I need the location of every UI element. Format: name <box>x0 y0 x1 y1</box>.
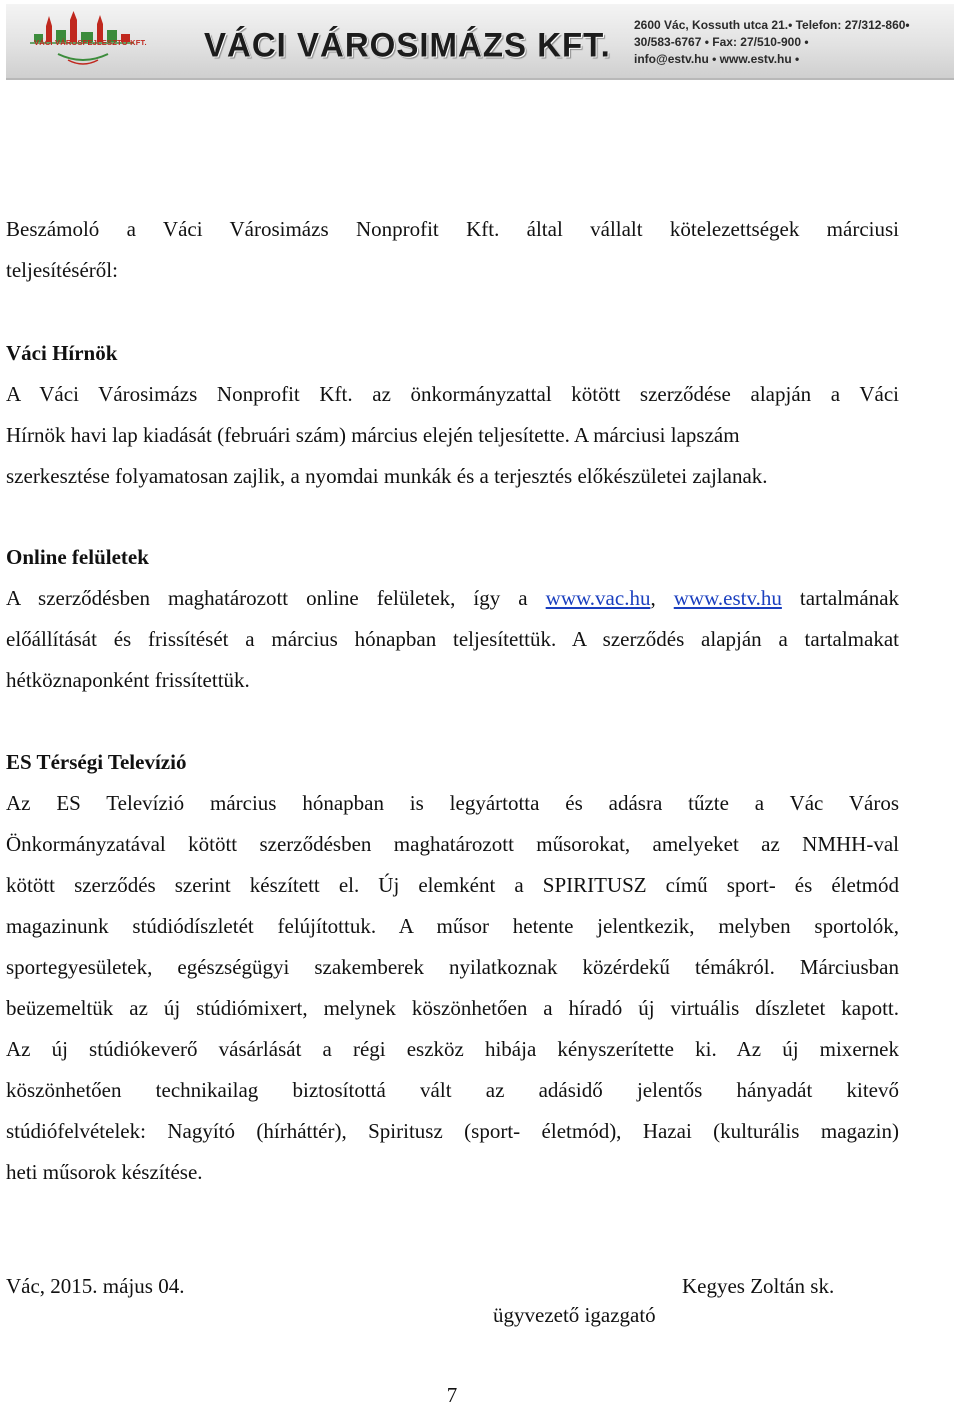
online-paragraph <box>6 578 899 701</box>
contact-address-phone: 2600 Vác, Kossuth utca 21.• Telefon: 27/312-860• <box>634 18 910 32</box>
paragraph-line: magazinunk stúdiódíszletét felújítottuk. A műsor hetente jelentkezik, melyben sportolók, <box>6 914 899 938</box>
paragraph-line: köszönhetően technikailag biztosítottá vált az adásidő jelentős hányadát kitevő <box>6 1078 899 1102</box>
paragraph-line: stúdiófelvételek: Nagyító (hírháttér), Spiritusz (sport- életmód), Hazai (kulturális magazin) <box>6 1119 899 1143</box>
paragraph-line: hétköznaponként frissítettük. <box>6 668 250 692</box>
report-title <box>6 209 899 291</box>
contact-email-web: info@estv.hu • www.estv.hu • <box>634 52 800 66</box>
paragraph-line: előállítását és frissítését a március hónapban teljesítettük. A szerződés alapján a tartalmakat <box>6 627 899 651</box>
online-text: tartalmának <box>781 586 900 610</box>
paragraph-line: szerkesztése folyamatosan zajlik, a nyomdai munkák és a terjesztés előkészületei zajlanak. <box>6 464 768 488</box>
section-heading-hirnok: Váci Hírnök <box>6 341 118 365</box>
estv-paragraph <box>6 783 899 1193</box>
link-estv-hu[interactable]: www.estv.hu <box>673 586 782 610</box>
letterhead <box>6 4 954 80</box>
signer-name: Kegyes Zoltán sk. <box>682 1274 835 1298</box>
page-number: 7 <box>446 1383 458 1407</box>
place-date: Vác, 2015. május 04. <box>6 1274 185 1298</box>
report-title-line: Beszámoló a Váci Városimázs Nonprofit Kft. által vállalt kötelezettségek márciusi <box>6 217 899 241</box>
paragraph-line: Hírnök havi lap kiadását (februári szám) március elején teljesítette. A márciusi lapszám <box>6 423 740 447</box>
paragraph-line: heti műsorok készítése. <box>6 1160 203 1184</box>
report-title-line: teljesítéséről: <box>6 258 118 282</box>
contact-info <box>634 17 954 68</box>
logo-text: VÁCI VÁROSFEJLESZTŐ KFT. <box>34 38 147 47</box>
contact-mobile-fax: 30/583-6767 • Fax: 27/510-900 • <box>634 35 809 49</box>
paragraph-line: Az új stúdiókeverő vásárlását a régi eszköz hibája kényszerítette ki. Az új mixernek <box>6 1037 899 1061</box>
paragraph-line: Az ES Televízió március hónapban is legyártotta és adásra tűzte a Vác Város <box>6 791 899 815</box>
paragraph-line: sportegyesületek, egészségügyi szakemberek nyilatkoznak közérdekű témákról. Márciusban <box>6 955 899 979</box>
paragraph-line: A Váci Városimázs Nonprofit Kft. az önkormányzattal kötött szerződése alapján a Váci <box>6 382 899 406</box>
section-heading-estv: ES Térségi Televízió <box>6 750 187 774</box>
paragraph-line: kötött szerződés szerint készített el. Új elemként a SPIRITUSZ című sport- és életmód <box>6 873 899 897</box>
online-separator: , <box>650 586 674 610</box>
paragraph-line: Önkormányzatával kötött szerződésben maghatározott műsorokat, amelyeket az NMHH-val <box>6 832 899 856</box>
section-heading-online: Online felületek <box>6 545 149 569</box>
hirnok-paragraph <box>6 374 899 497</box>
online-text: A szerződésben maghatározott online felületek, így a <box>6 586 546 610</box>
link-vac-hu[interactable]: www.vac.hu <box>545 586 651 610</box>
signer-title: ügyvezető igazgató <box>493 1303 656 1327</box>
paragraph-line: beüzemeltük az új stúdiómixert, melynek köszönhetően a híradó új virtuális díszletet kapott. <box>6 996 899 1020</box>
company-name: VÁCI VÁROSIMÁZS KFT. <box>204 25 611 64</box>
paragraph-line <box>6 578 899 619</box>
